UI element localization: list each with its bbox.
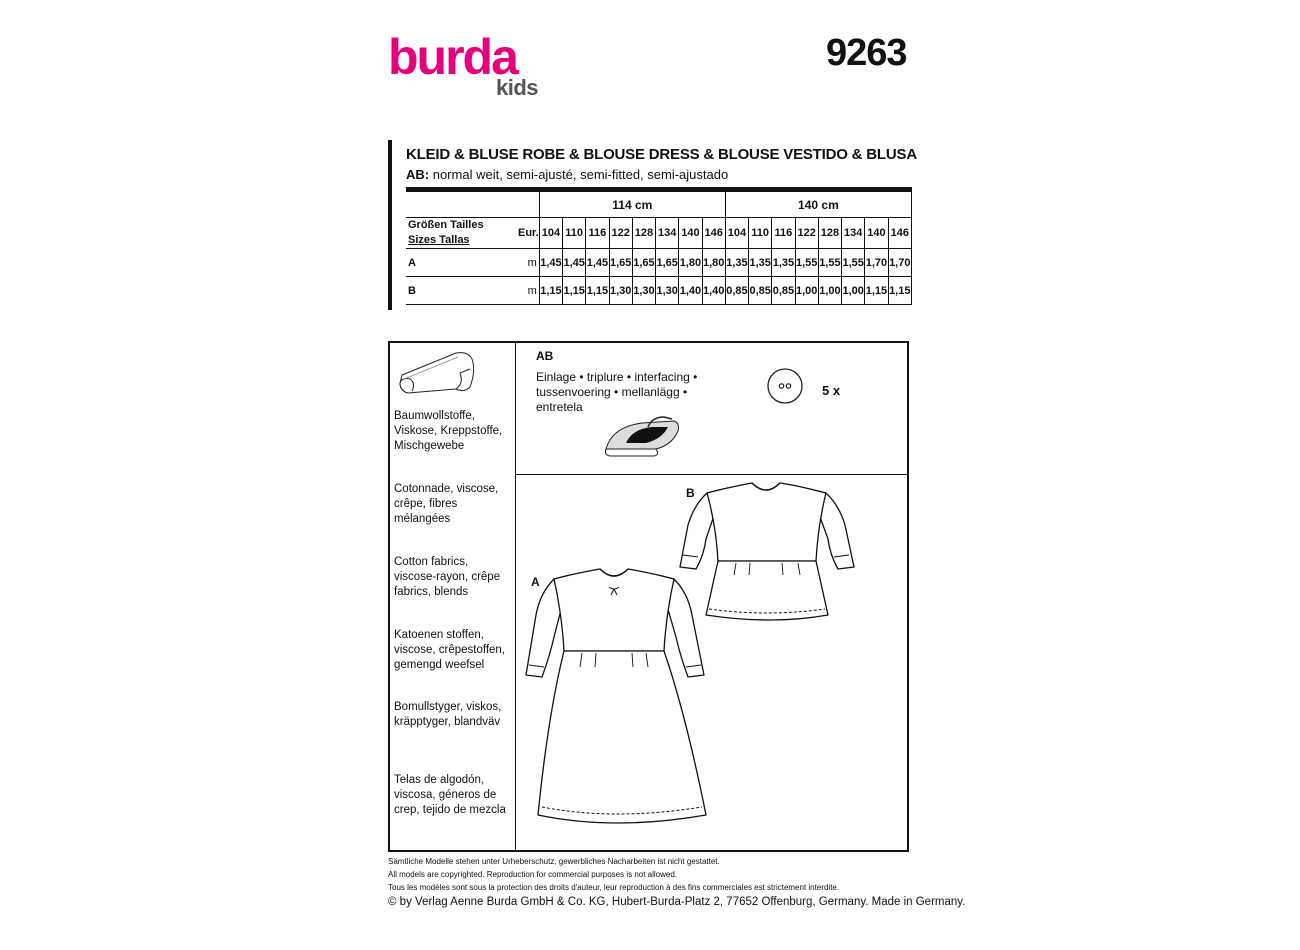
size-cell: 116 xyxy=(586,218,609,249)
size-row xyxy=(406,218,912,249)
copyright-footer xyxy=(388,855,965,910)
notions-panel xyxy=(388,341,909,852)
svg-text:burda: burda xyxy=(388,29,517,85)
size-cell: 110 xyxy=(563,218,586,249)
size-cell: 140 xyxy=(865,218,888,249)
yardage-cell: 1,80 xyxy=(679,249,702,277)
yardage-cell: 1,40 xyxy=(679,277,702,305)
size-cell: 128 xyxy=(818,218,841,249)
width-140: 140 cm xyxy=(725,192,911,218)
size-cell: 122 xyxy=(795,218,818,249)
yardage-cell: 1,65 xyxy=(609,249,632,277)
yardage-cell: 1,40 xyxy=(702,277,725,305)
size-cell: 104 xyxy=(725,218,748,249)
fabric-nl: Katoenen stoffen, viscose, crêpestoffen, gemengd weefsel xyxy=(394,629,506,671)
interfacing-text: Einlage • triplure • interfacing • tussenvoering • mellanlägg • entretela xyxy=(536,370,698,414)
fabric-sv: Bomullstyger, viskos, kräpptyger, blandväv xyxy=(394,701,502,728)
row-label: A xyxy=(406,249,518,277)
fabric-de: Baumwollstoffe, Viskose, Kreppstoffe, Mischgewebe xyxy=(394,410,503,452)
copyright-fr: Tous les modèles sont sous la protection des droits d'auteur, leur reproduction à des fins commerciales est strictement interdite. xyxy=(388,883,840,892)
yardage-cell: 1,30 xyxy=(632,277,655,305)
fabric-en: Cotton fabrics, viscose-rayon, crêpe fabrics, blends xyxy=(394,556,501,598)
eur-label: Eur. xyxy=(518,218,539,249)
yardage-cell: 1,15 xyxy=(586,277,609,305)
garment-sketches xyxy=(516,475,909,850)
yardage-cell: 1,15 xyxy=(865,277,888,305)
size-cell: 134 xyxy=(842,218,865,249)
view-a-label: A xyxy=(531,575,540,589)
yardage-cell: 1,80 xyxy=(702,249,725,277)
yardage-section xyxy=(388,140,917,310)
yardage-cell: 1,30 xyxy=(656,277,679,305)
blouse-b-sketch xyxy=(680,483,854,620)
yardage-cell: 1,35 xyxy=(725,249,748,277)
svg-text:kids: kids xyxy=(496,75,539,98)
yardage-cell: 1,65 xyxy=(632,249,655,277)
size-cell: 128 xyxy=(632,218,655,249)
burda-kids-logo xyxy=(388,28,563,98)
view-b-label: B xyxy=(686,486,695,500)
yardage-cell: 1,35 xyxy=(749,249,772,277)
unit-label: m xyxy=(518,277,539,305)
fabric-es: Telas de algodón, viscosa, géneros de crep, tejido de mezcla xyxy=(394,774,506,816)
sizes-label: Größen Tailles Sizes Tallas xyxy=(408,219,484,246)
yardage-cell: 1,35 xyxy=(772,249,795,277)
yardage-cell: 1,00 xyxy=(842,277,865,305)
fabric-bolt-icon xyxy=(398,349,480,395)
views-label: AB xyxy=(536,349,554,363)
yardage-cell: 1,15 xyxy=(539,277,562,305)
size-cell: 146 xyxy=(888,218,911,249)
publisher-line: © by Verlag Aenne Burda GmbH & Co. KG, Hubert-Burda-Platz 2, 77652 Offenburg, Germany. Made in Germany. xyxy=(388,896,966,908)
fabric-column xyxy=(390,343,516,850)
size-cell: 140 xyxy=(679,218,702,249)
copyright-de: Sämtliche Modelle stehen unter Urheberschutz, gewerbliches Nacharbeiten ist nicht gestattet. xyxy=(388,857,720,866)
pattern-number: 9263 xyxy=(826,32,907,74)
copyright-en: All models are copyrighted. Reproduction for commercial purposes is not allowed. xyxy=(388,870,678,879)
size-cell: 134 xyxy=(656,218,679,249)
unit-label: m xyxy=(518,249,539,277)
yardage-cell: 0,85 xyxy=(725,277,748,305)
yardage-cell: 1,70 xyxy=(865,249,888,277)
fit-description: AB: normal weit, semi-ajusté, semi-fitted, semi-ajustado xyxy=(406,167,729,182)
yardage-cell: 1,15 xyxy=(888,277,911,305)
yardage-cell: 1,45 xyxy=(539,249,562,277)
button-count: 5 x xyxy=(822,383,841,398)
yardage-cell: 1,55 xyxy=(842,249,865,277)
section-bar xyxy=(388,140,392,310)
row-label: B xyxy=(406,277,518,305)
yardage-cell: 0,85 xyxy=(772,277,795,305)
yardage-cell: 1,00 xyxy=(795,277,818,305)
yardage-cell: 1,00 xyxy=(818,277,841,305)
size-cell: 104 xyxy=(539,218,562,249)
yardage-cell: 1,55 xyxy=(795,249,818,277)
yardage-cell: 1,45 xyxy=(563,249,586,277)
yardage-cell: 1,55 xyxy=(818,249,841,277)
yardage-cell: 1,65 xyxy=(656,249,679,277)
yardage-row-b xyxy=(406,277,912,305)
width-header-row xyxy=(406,192,912,218)
yardage-cell: 1,15 xyxy=(563,277,586,305)
dress-a-sketch xyxy=(526,569,706,823)
yardage-cell: 1,30 xyxy=(609,277,632,305)
button-icon xyxy=(766,367,804,405)
fabric-fr: Cotonnade, viscose, crêpe, fibres mélangées xyxy=(394,483,499,525)
iron-icon xyxy=(602,409,682,459)
yardage-cell: 1,45 xyxy=(586,249,609,277)
size-cell: 110 xyxy=(749,218,772,249)
size-cell: 146 xyxy=(702,218,725,249)
yardage-cell: 1,70 xyxy=(888,249,911,277)
yardage-cell: 0,85 xyxy=(749,277,772,305)
yardage-table xyxy=(406,191,912,305)
yardage-row-a xyxy=(406,249,912,277)
garment-title: KLEID & BLUSE ROBE & BLOUSE DRESS & BLOUSE VESTIDO & BLUSA xyxy=(406,146,917,163)
width-114: 114 cm xyxy=(539,192,725,218)
size-cell: 122 xyxy=(609,218,632,249)
size-cell: 116 xyxy=(772,218,795,249)
